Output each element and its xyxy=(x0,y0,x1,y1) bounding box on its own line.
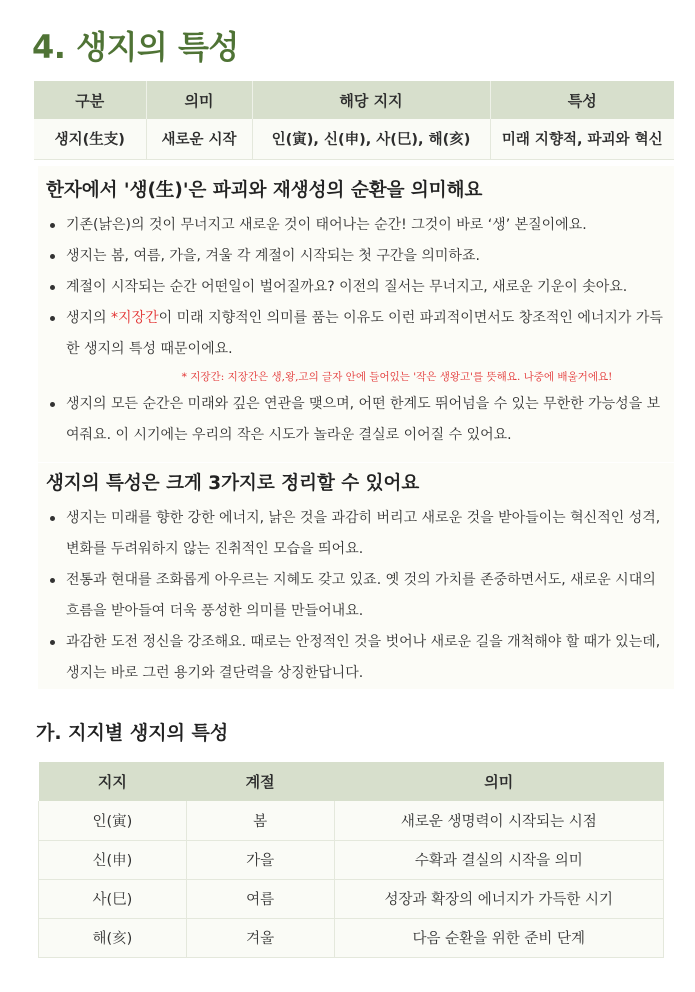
bullet-item: 생지의 모든 순간은 미래와 깊은 연관을 맺으며, 어떤 한계도 뛰어넘을 수 있는 무한한 가능성을 보여줘요. 이 시기에는 우리의 작은 시도가 놀라운 결실로 이어질 수 있어요. xyxy=(48,389,666,451)
footnote-item xyxy=(48,365,666,389)
summary-header-cell: 의미 xyxy=(146,81,252,119)
branch-cell: 해(亥) xyxy=(39,918,187,957)
meaning-cell: 새로운 생명력이 시작되는 시점 xyxy=(334,801,663,840)
bullet-item: 전통과 현대를 조화롭게 아우르는 지혜도 갖고 있죠. 옛 것의 가치를 존중하면서도, 새로운 시대의 흐름을 받아들여 더욱 풍성한 의미를 만들어내요. xyxy=(48,565,666,627)
summary-header-cell: 구분 xyxy=(34,81,146,119)
summary-cell: 생지(生支) xyxy=(34,119,146,159)
bullet-text: 이 미래 지향적인 의미를 품는 이유도 이런 파괴적이면서도 창조적인 에너지가 가득한 생지의 특성 때문이에요. xyxy=(66,310,663,357)
bullet-item xyxy=(48,303,666,365)
summary-table xyxy=(34,81,674,160)
season-cell: 가을 xyxy=(186,840,334,879)
bullet-text: 생지의 xyxy=(66,310,112,326)
summary-cell: 미래 지향적, 파괴와 혁신 xyxy=(490,119,674,159)
table-row xyxy=(39,918,664,957)
branch-header-cell: 지지 xyxy=(39,762,187,801)
season-cell: 여름 xyxy=(186,879,334,918)
table-row xyxy=(39,879,664,918)
bullet-item: 생지는 봄, 여름, 가을, 겨울 각 계절이 시작되는 첫 구간을 의미하죠. xyxy=(48,241,666,272)
branch-header-cell: 계절 xyxy=(186,762,334,801)
bullet-list xyxy=(48,503,666,689)
section-heading: 생지의 특성은 크게 3가지로 정리할 수 있어요 xyxy=(46,473,420,494)
meaning-cell: 수확과 결실의 시작을 의미 xyxy=(334,840,663,879)
bullet-item: 기존(낡은)의 것이 무너지고 새로운 것이 태어나는 순간! 그것이 바로 ‘생’ 본질이에요. xyxy=(48,210,666,241)
jijanggan-footnote: * 지장간: 지장간은 생,왕,고의 글자 안에 들어있는 '작은 생왕고'를 뜻해요. 나중에 배울거에요! xyxy=(181,371,613,383)
branch-header-cell: 의미 xyxy=(334,762,663,801)
branch-cell: 신(申) xyxy=(39,840,187,879)
meaning-cell: 성장과 확장의 에너지가 가득한 시기 xyxy=(334,879,663,918)
section-meaning-of-saeng xyxy=(38,166,674,462)
season-cell: 봄 xyxy=(186,801,334,840)
summary-header-cell: 특성 xyxy=(490,81,674,119)
branch-cell: 사(巳) xyxy=(39,879,187,918)
branch-cell: 인(寅) xyxy=(39,801,187,840)
jijanggan-term: *지장간 xyxy=(111,310,159,326)
season-cell: 겨울 xyxy=(186,918,334,957)
summary-header-cell: 해당 지지 xyxy=(252,81,490,119)
summary-row xyxy=(34,119,674,159)
bullet-item: 생지는 미래를 향한 강한 에너지, 낡은 것을 과감히 버리고 새로운 것을 받아들이는 혁신적인 성격, 변화를 두려워하지 않는 진취적인 모습을 띄어요. xyxy=(48,503,666,565)
bullet-list xyxy=(48,210,666,451)
summary-cell: 인(寅), 신(申), 사(巳), 해(亥) xyxy=(252,119,490,159)
summary-header-row xyxy=(34,81,674,119)
section-three-traits xyxy=(38,463,674,689)
table-row xyxy=(39,801,664,840)
table-row xyxy=(39,840,664,879)
summary-cell: 새로운 시작 xyxy=(146,119,252,159)
branch-header-row xyxy=(39,762,664,801)
page-title: 4. 생지의 특성 xyxy=(32,28,239,66)
bullet-item: 계절이 시작되는 순간 어떤일이 벌어질까요? 이전의 질서는 무너지고, 새로운 기운이 솟아요. xyxy=(48,272,666,303)
branch-table xyxy=(38,762,664,958)
section-heading: 한자에서 '생(生)'은 파괴와 재생성의 순환을 의미해요 xyxy=(46,180,483,201)
subsection-title: 가. 지지별 생지의 특성 xyxy=(36,722,229,744)
meaning-cell: 다음 순환을 위한 준비 단계 xyxy=(334,918,663,957)
bullet-item: 과감한 도전 정신을 강조해요. 때로는 안정적인 것을 벗어나 새로운 길을 개척해야 할 때가 있는데, 생지는 바로 그런 용기와 결단력을 상징한답니다. xyxy=(48,627,666,689)
